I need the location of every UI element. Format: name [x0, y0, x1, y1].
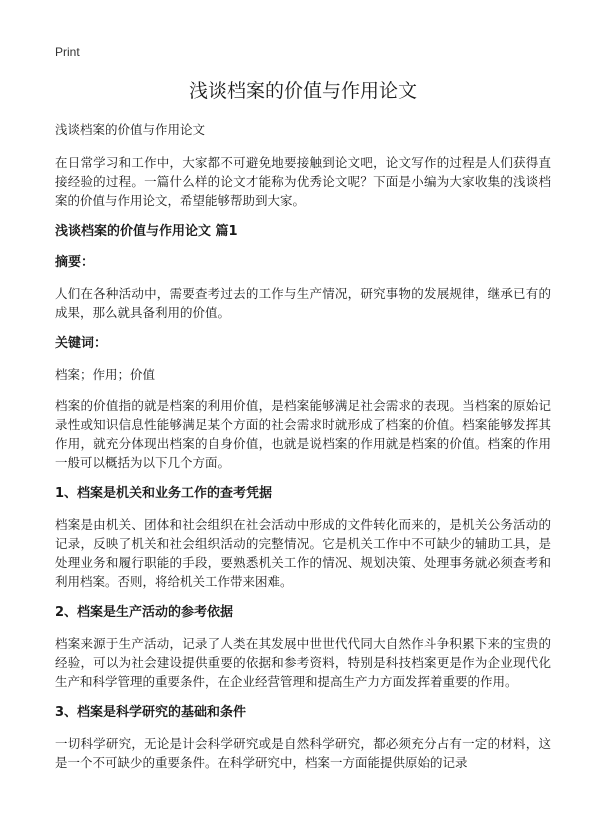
point-1-heading: 1、档案是机关和业务工作的查考凭据	[55, 486, 273, 501]
intro-paragraph: 在日常学习和工作中，大家都不可避免地要接触到论文吧，论文写作的过程是人们获得直接经验的过程。一篇什么样的论文才能称为优秀论文呢？下面是小编为大家收集的浅谈档案的价值与作用论文，希望能够帮助到大家。	[55, 155, 551, 208]
article-body	[55, 120, 551, 784]
page-title: 浅谈档案的价值与作用论文	[188, 80, 417, 102]
value-paragraph: 档案的价值指的就是档案的利用价值，是档案能够满足社会需求的表现。当档案的原始记录性或知识信息性能够满足某个方面的社会需求时就形成了档案的价值。档案能够发挥其作用，就充分体现出档案的自身价值，也就是说档案的作用就是档案的价值。档案的作用一般可以概括为以下几个方面。	[55, 398, 551, 470]
point-3-paragraph: 一切科学研究，无论是计会科学研究或是自然科学研究，都必须充分占有一定的材料，这是一个不可缺少的重要条件。在科学研究中，档案一方面能提供原始的记录	[55, 736, 551, 770]
section-heading: 浅谈档案的价值与作用论文 篇1	[55, 224, 238, 239]
abstract-label: 摘要：	[55, 255, 95, 270]
print-link[interactable]: Print	[55, 45, 80, 59]
point-2-heading: 2、档案是生产活动的参考依据	[55, 605, 234, 620]
abstract-paragraph: 人们在各种活动中，需要查考过去的工作与生产情况，研究事物的发展规律，继承已有的成果，那么就具备利用的价值。	[55, 286, 551, 320]
point-1-paragraph: 档案是由机关、团体和社会组织在社会活动中形成的文件转化而来的，是机关公务活动的记录，反映了机关和社会组织活动的完整情况。它是机关工作中不可缺少的辅助工具，是处理业务和履行职能的手段，要熟悉机关工作的情况、规划决策、处理事务就必须查考和利用档案。否则，将给机关工作带来困难。	[55, 517, 551, 589]
article-subtitle: 浅谈档案的价值与作用论文	[55, 122, 206, 137]
point-3-heading: 3、档案是科学研究的基础和条件	[55, 705, 247, 720]
keywords-paragraph: 档案；作用；价值	[55, 367, 156, 382]
keywords-label: 关键词：	[55, 336, 108, 351]
point-2-paragraph: 档案来源于生产活动，记录了人类在其发展中世世代代同大自然作斗争积累下来的宝贵的经验，可以为社会建设提供重要的依据和参考资料，特别是科技档案更是作为企业现代化生产和科学管理的重要条件，在企业经营管理和提高生产力方面发挥着重要的作用。	[55, 636, 551, 689]
